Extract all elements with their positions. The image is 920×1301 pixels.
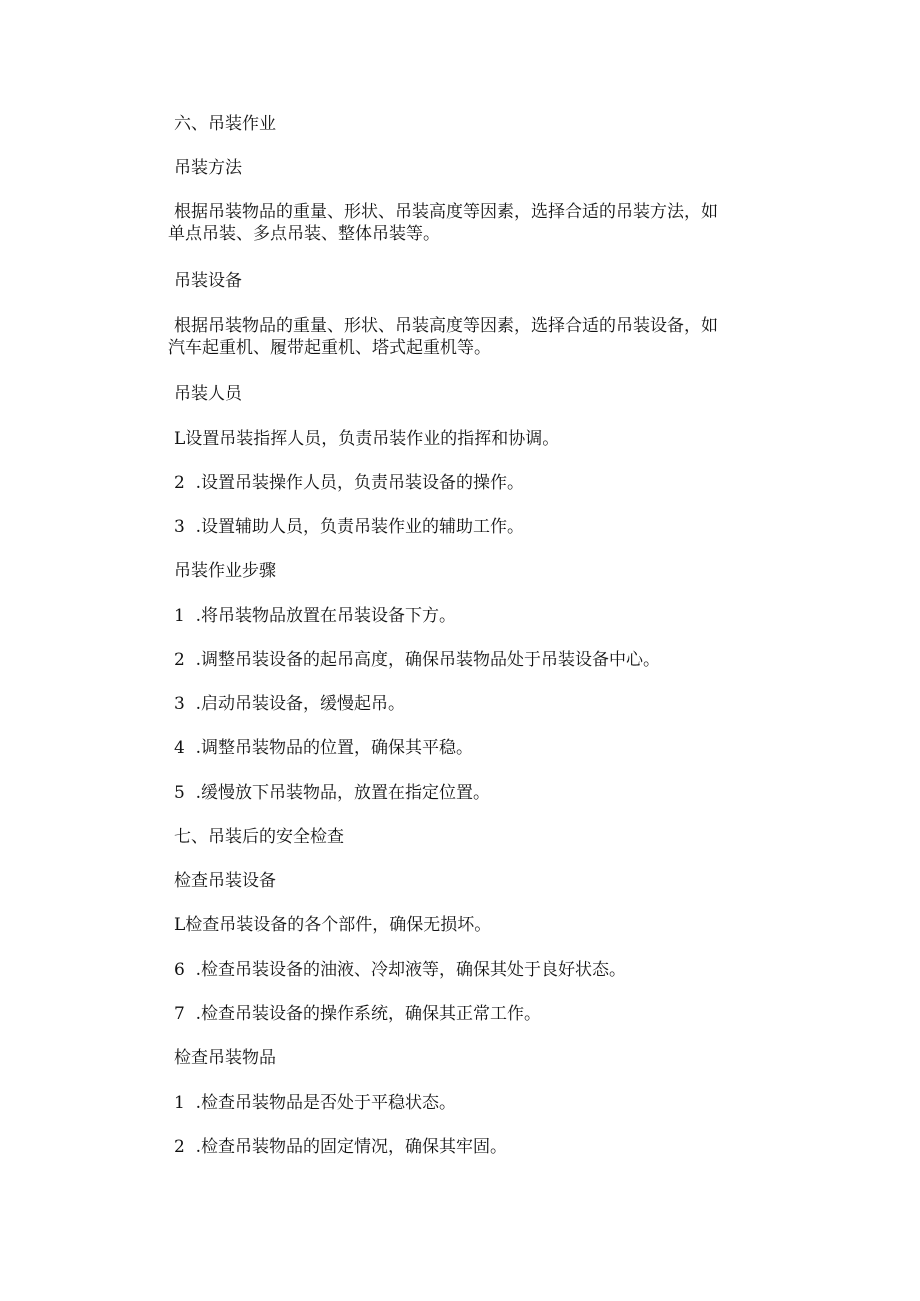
list-item: 2 .调整吊装设备的起吊高度，确保吊装物品处于吊装设备中心。: [174, 650, 661, 670]
list-item: 2 .检查吊装物品的固定情况，确保其牢固。: [174, 1137, 508, 1157]
paragraph-line: 根据吊装物品的重量、形状、吊装高度等因素，选择合适的吊装设备，如: [174, 316, 718, 336]
list-item: 3 .启动吊装设备，缓慢起吊。: [174, 694, 406, 714]
subheading-lifting-steps: 吊装作业步骤: [174, 561, 276, 581]
paragraph-line: 单点吊装、多点吊装、整体吊装等。: [168, 224, 440, 244]
list-item: 1 .检查吊装物品是否处于平稳状态。: [174, 1093, 457, 1113]
list-item: 6 .检查吊装设备的油液、冷却液等，确保其处于良好状态。: [174, 960, 627, 980]
subheading-inspect-items: 检查吊装物品: [174, 1048, 276, 1068]
subheading-lifting-personnel: 吊装人员: [174, 384, 242, 404]
paragraph-lifting-equipment: [168, 315, 774, 359]
subheading-lifting-method: 吊装方法: [174, 158, 242, 178]
paragraph-line: 根据吊装物品的重量、形状、吊装高度等因素，选择合适的吊装方法，如: [174, 202, 718, 222]
list-item: 2 .设置吊装操作人员，负责吊装设备的操作。: [174, 473, 525, 493]
paragraph-line: 汽车起重机、履带起重机、塔式起重机等。: [168, 338, 491, 358]
paragraph-lifting-method: [168, 201, 774, 245]
list-item: 4 .调整吊装物品的位置，确保其平稳。: [174, 738, 474, 758]
list-item: 5 .缓慢放下吊装物品，放置在指定位置。: [174, 783, 491, 803]
list-item: 1 .将吊装物品放置在吊装设备下方。: [174, 606, 457, 626]
section-heading-post-lifting-inspection: 七、吊装后的安全检查: [174, 827, 344, 847]
subheading-inspect-equipment: 检查吊装设备: [174, 871, 276, 891]
list-item: L检查吊装设备的各个部件，确保无损坏。: [174, 915, 492, 935]
subheading-lifting-equipment: 吊装设备: [174, 271, 242, 291]
list-item: 7 .检查吊装设备的操作系统，确保其正常工作。: [174, 1004, 542, 1024]
section-heading-lifting-operation: 六、吊装作业: [174, 114, 276, 134]
list-item: 3 .设置辅助人员，负责吊装作业的辅助工作。: [174, 517, 525, 537]
list-item: L设置吊装指挥人员，负责吊装作业的指挥和协调。: [174, 429, 560, 449]
